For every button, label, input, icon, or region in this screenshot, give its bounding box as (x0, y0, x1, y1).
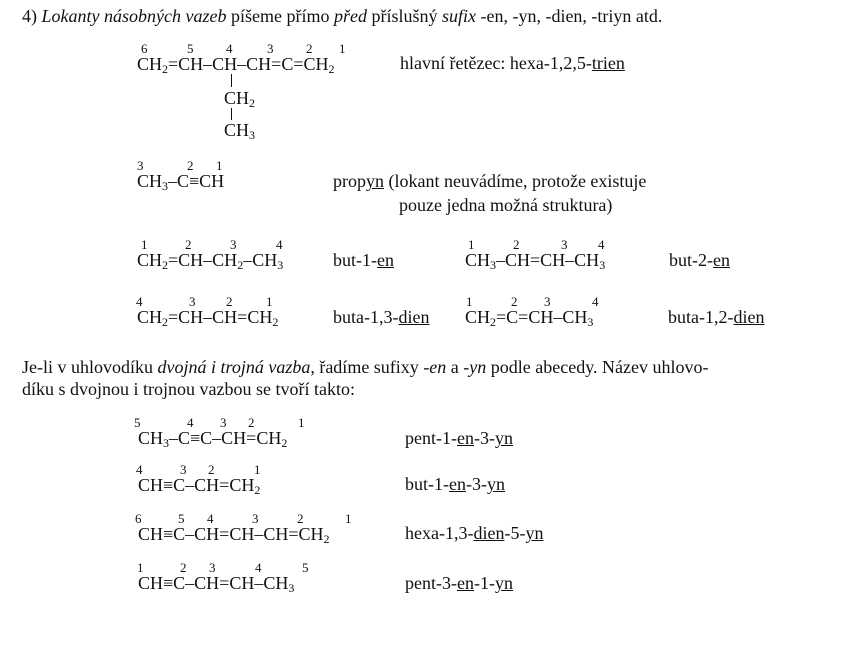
formula-f3: $CH\equiv C-CH=CH-CH=CH_2$ (138, 524, 330, 546)
locant: 1 (468, 237, 475, 252)
locant: 1 (254, 462, 261, 477)
section-heading (22, 5, 662, 27)
locant: 2 (513, 237, 520, 252)
locant: 3 (137, 158, 144, 173)
locant: 1 (216, 158, 223, 173)
locant: 4 (136, 294, 143, 309)
heading-em-sufix: sufix (441, 6, 476, 26)
name-f2: but-1-en-3-yn (405, 474, 505, 494)
formula-e1-branch-ch2: $CH_2$ (224, 88, 256, 110)
locant: 5 (187, 41, 194, 56)
locant: 4 (207, 511, 214, 526)
locant: 4 (226, 41, 233, 56)
locant: 1 (345, 511, 352, 526)
locant: 3 (267, 41, 274, 56)
locant: 1 (298, 415, 305, 430)
formula-e5: $CH_2=CH-CH=CH_2$ (137, 307, 279, 329)
locant: 2 (306, 41, 313, 56)
name-e3: but-1-en (333, 250, 394, 270)
locant: 3 (189, 294, 196, 309)
formula-e4: $CH_3-CH=CH-CH_3$ (465, 250, 606, 272)
formula-f1: $CH_3-C\equiv C-CH=CH_2$ (138, 428, 288, 450)
paragraph-line-1: Je-li v uhlovodíku dvojná i trojná vazba, řadíme sufixy -en a -yn podle abecedy. Název uhlovo- (22, 357, 709, 377)
locant: 2 (208, 462, 215, 477)
heading-em-pred: před (333, 6, 367, 26)
locant: 3 (209, 560, 216, 575)
formula-e1-branch-ch3: $CH_3$ (224, 120, 256, 142)
locant: 3 (252, 511, 259, 526)
locant: 3 (180, 462, 187, 477)
name-f3: hexa-1,3-dien-5-yn (405, 523, 544, 543)
name-e1: hlavní řetězec: hexa-1,2,5-trien (400, 53, 625, 73)
bond-vertical (231, 74, 232, 87)
locant: 2 (297, 511, 304, 526)
name-e4: but-2-en (669, 250, 730, 270)
locant: 4 (187, 415, 194, 430)
locant: 4 (276, 237, 283, 252)
locant: 3 (561, 237, 568, 252)
locant: 2 (511, 294, 518, 309)
locant: 1 (266, 294, 273, 309)
locant: 3 (544, 294, 551, 309)
locant: 2 (226, 294, 233, 309)
locant: 4 (255, 560, 262, 575)
locant: 5 (178, 511, 185, 526)
name-f4: pent-3-en-1-yn (405, 573, 513, 593)
heading-number: 4) (22, 6, 37, 26)
locant: 1 (137, 560, 144, 575)
heading-text-1: píšeme přímo (226, 6, 334, 26)
locant: 1 (466, 294, 473, 309)
name-f1: pent-1-en-3-yn (405, 428, 513, 448)
locant: 5 (302, 560, 309, 575)
locant: 6 (135, 511, 142, 526)
locant: 2 (248, 415, 255, 430)
locant: 4 (592, 294, 599, 309)
heading-em-lokanty: Lokanty násobných vazeb (41, 6, 227, 26)
formula-f2: $CH\equiv C-CH=CH_2$ (138, 475, 261, 497)
locant: 1 (339, 41, 346, 56)
locant: 1 (141, 237, 148, 252)
formula-e2: $CH_3-C\equiv CH$ (137, 171, 225, 193)
locant: 2 (187, 158, 194, 173)
formula-e6: $CH_2=C=CH-CH_3$ (465, 307, 594, 329)
bond-vertical (231, 108, 232, 120)
formula-e3: $CH_2=CH-CH_2-CH_3$ (137, 250, 284, 272)
formula-f4: $CH\equiv C-CH=CH-CH_3$ (138, 573, 295, 595)
locant: 4 (136, 462, 143, 477)
formula-e1: $CH_2=CH-CH-CH=C=CH_2$ (137, 54, 335, 76)
name-e5: buta-1,3-dien (333, 307, 430, 327)
locant: 2 (180, 560, 187, 575)
paragraph-line-2: díku s dvojnou i trojnou vazbou se tvoří takto: (22, 379, 355, 399)
locant: 6 (141, 41, 148, 56)
name-e6: buta-1,2-dien (668, 307, 765, 327)
locant: 4 (598, 237, 605, 252)
name-e2: propyn (lokant neuvádíme, protože existuje (333, 171, 647, 191)
heading-text-2: příslušný (366, 6, 442, 26)
name-e2-line2: pouze jedna možná struktura) (399, 195, 613, 215)
locant: 3 (220, 415, 227, 430)
locant: 5 (134, 415, 141, 430)
locant: 3 (230, 237, 237, 252)
heading-text-3: -en, -yn, -dien, -triyn atd. (475, 6, 663, 26)
locant: 2 (185, 237, 192, 252)
